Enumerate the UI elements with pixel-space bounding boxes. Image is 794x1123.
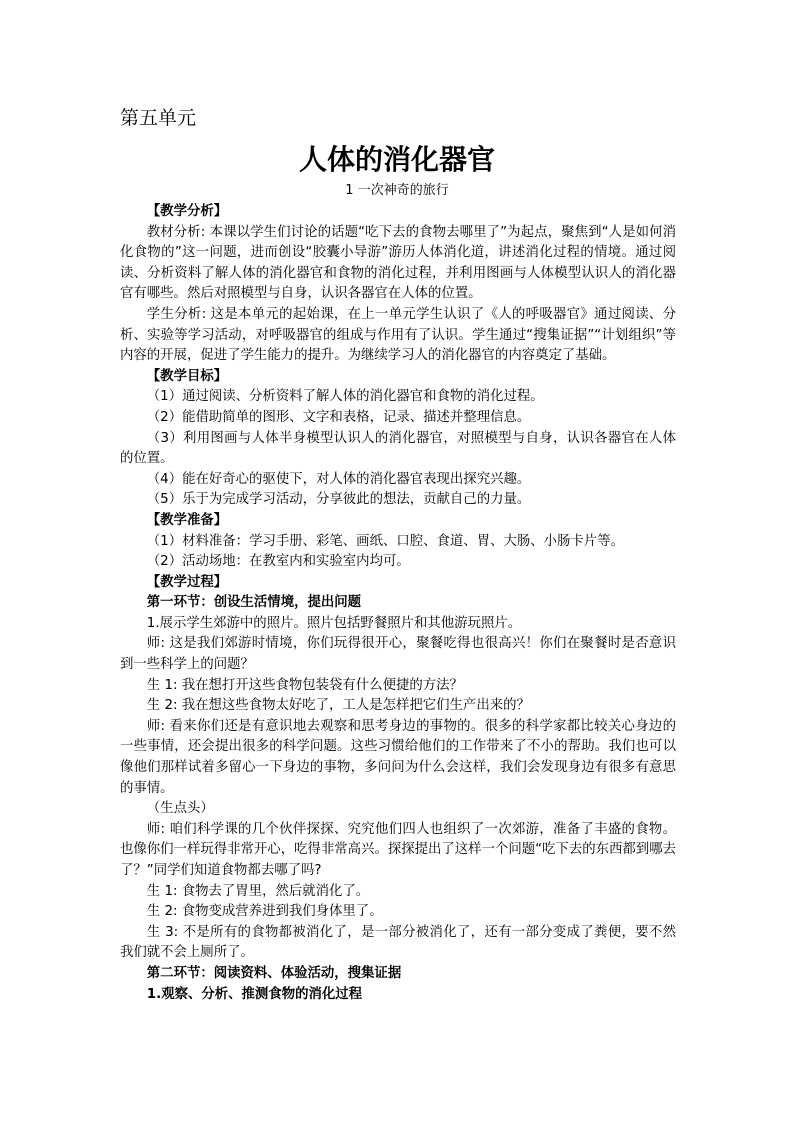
dialogue-line: 师: 看来你们还是有意识地去观察和思考身边的事物的。很多的科学家都比较关心身边的一些事情，还会提出很多的科学问题。这些习惯给他们的工作带来了不小的帮助。我们也可以像他们那样试着多留心一下身边的事物，多问问为什么会这样，我们会发现身边有很多有意思的事情。 <box>120 718 676 796</box>
prep-item: （2）活动场地：在教室内和实验室内均可。 <box>146 554 410 570</box>
goal-item: （3）利用图画与人体半身模型认识人的消化器官，对照模型与自身，认识各器官在人体的位置。 <box>120 430 676 467</box>
section-heading-analysis: 【教学分析】 <box>146 204 228 219</box>
dialogue-line: 生 2: 食物变成营养进到我们身体里了。 <box>146 904 383 920</box>
lesson-title: 人体的消化器官 <box>298 143 495 176</box>
lesson-subtitle: 1 一次神奇的旅行 <box>345 183 449 198</box>
dialogue-line: 1.展示学生郊游中的照片。照片包括野餐照片和其他游玩照片。 <box>146 615 522 631</box>
dialogue-line: （生点头） <box>146 801 214 817</box>
dialogue-line: 生 3: 不是所有的食物都被消化了，是一部分被消化了，还有一部分变成了粪便，要不然我们就不会上厕所了。 <box>120 924 676 961</box>
goal-item: （2）能借助简单的图形、文字和表格，记录、描述并整理信息。 <box>146 409 531 425</box>
prep-item: （1）材料准备：学习手册、彩笔、画纸、口腔、食道、胃、大肠、小肠卡片等。 <box>146 533 624 549</box>
goal-item: （5）乐于为完成学习活动，分享彼此的想法，贡献自己的力量。 <box>146 492 531 508</box>
section-heading-process: 【教学过程】 <box>146 574 228 590</box>
dialogue-line: 师: 咱们科学课的几个伙伴探探、究究他们四人也组织了一次郊游，准备了丰盛的食物。也像你们一样玩得非常开心，吃得非常高兴。探探提出了这样一个问题“吃下去的东西都到哪去了？”同学们知道食物都去哪了吗? <box>120 821 676 878</box>
step-2-subheading: 1.观察、分析、推测食物的消化过程 <box>146 986 363 1002</box>
document-body <box>120 202 676 1005</box>
goal-item: （4）能在好奇心的驱使下，对人体的消化器官表现出探究兴趣。 <box>146 471 531 487</box>
goal-item: （1）通过阅读、分析资料了解人体的消化器官和食物的消化过程。 <box>146 389 544 405</box>
unit-label: 第五单元 <box>120 107 197 129</box>
dialogue-line: 生 1: 食物去了胃里，然后就消化了。 <box>146 883 370 899</box>
step-1-title: 第一环节：创设生活情境，提出问题 <box>146 595 362 611</box>
section-heading-goals: 【教学目标】 <box>146 368 228 384</box>
dialogue-line: 师: 这是我们郊游时情境，你们玩得很开心，聚餐吃得也很高兴！你们在聚餐时是否意识到一些科学上的问题？ <box>120 636 676 673</box>
paragraph-material-analysis: 教材分析: 本课以学生们讨论的话题“吃下去的食物去哪里了”为起点，聚焦到“人是如何消化食物的”这一问题，进而创设“胶囊小导游”游历人体消化道，讲述消化过程的情境。通过阅读、分析资料了解人体的消化器官和食物的消化过程，并利用图画与人体模型认识人的消化器官有哪些。然后对照模型与自身，认识各器官在人体的位置。 <box>120 224 676 302</box>
dialogue-line: 生 2: 我在想这些食物太好吃了，工人是怎样把它们生产出来的？ <box>146 698 530 714</box>
dialogue-line: 生 1: 我在想打开这些食物包装袋有什么便捷的方法？ <box>146 677 463 693</box>
paragraph-student-analysis: 学生分析: 这是本单元的起始课，在上一单元学生认识了《人的呼吸器官》通过阅读、分析、实验等学习活动，对呼吸器官的组成与作用有了认识。学生通过“搜集证据”“计划组织”等内容的开展，促进了学生能力的提升。为继续学习人的消化器官的内容奠定了基础。 <box>120 306 676 364</box>
section-heading-prep: 【教学准备】 <box>146 512 228 528</box>
step-2-title: 第二环节：阅读资料、体验活动，搜集证据 <box>146 965 402 981</box>
